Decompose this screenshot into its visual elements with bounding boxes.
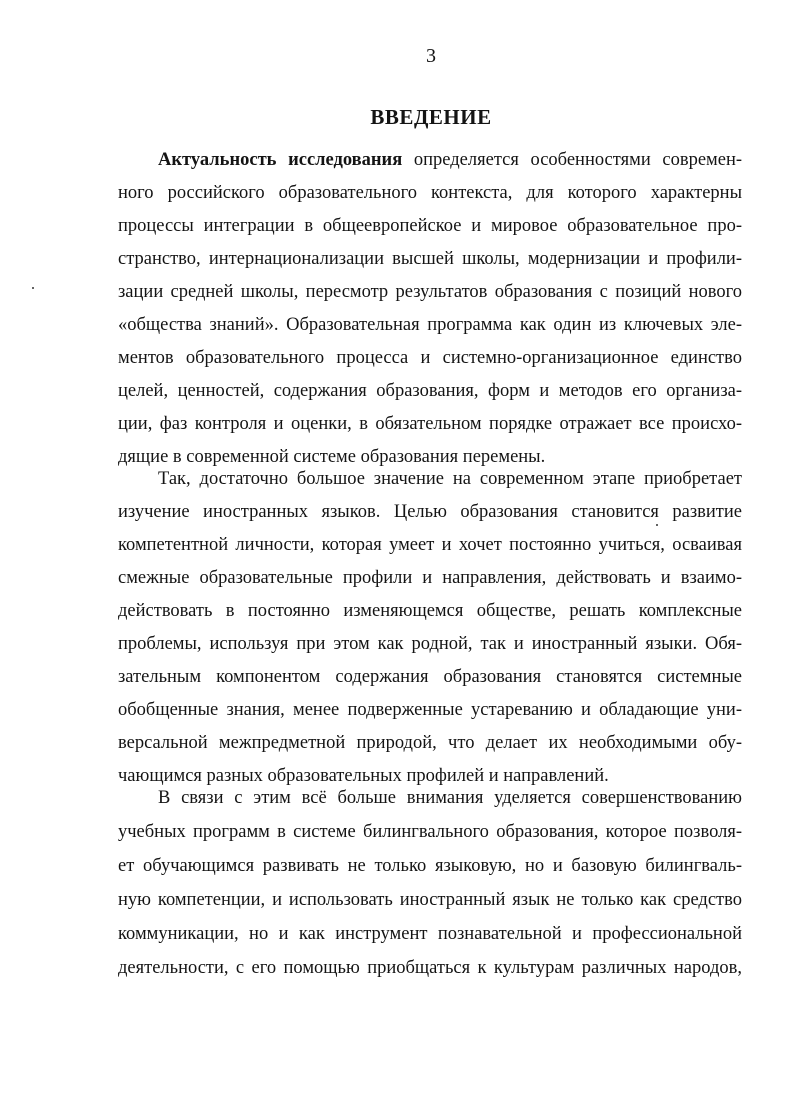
paragraph-2-line: чающимся разных образовательных профилей и направлений. xyxy=(118,766,609,786)
paragraph-2-line: обобщенные знания, менее подверженные устареванию и обладающие уни- xyxy=(118,700,742,720)
paragraph-1-line: дящие в современной системе образования перемены. xyxy=(118,447,546,467)
scan-speck xyxy=(32,287,34,289)
paragraph-2-line: изучение иностранных языков. Целью образования становится развитие xyxy=(118,502,742,522)
paragraph-2-line: компетентной личности, которая умеет и хочет постоянно учиться, осваивая xyxy=(118,535,742,555)
paragraph-1-line: ции, фаз контроля и оценки, в обязательном порядке отражает все происхо- xyxy=(118,414,742,434)
paragraph-1-line: ментов образовательного процесса и системно-организационное единство xyxy=(118,348,742,368)
section-heading: ВВЕДЕНИЕ xyxy=(370,105,492,129)
paragraph-3-line: деятельности, с его помощью приобщаться к культурам различных народов, xyxy=(118,958,742,978)
paragraph-2-line: зательным компонентом содержания образования становятся системные xyxy=(118,667,742,687)
paragraph-3-line: коммуникации, но и как инструмент познавательной и профессиональной xyxy=(118,924,742,944)
paragraph-2-line: Так, достаточно большое значение на современном этапе приобретает xyxy=(158,469,742,489)
lead-term: Актуальность исследования xyxy=(158,150,403,170)
paragraph-2-line: проблемы, используя при этом как родной, так и иностранный языки. Обя- xyxy=(118,634,742,654)
paragraph-2-line: действовать в постоянно изменяющемся обществе, решать комплексные xyxy=(118,601,742,621)
page-number: 3 xyxy=(426,45,436,67)
paragraph-2-line: версальной межпредметной природой, что делает их необходимыми обу- xyxy=(118,733,742,753)
paragraph-3-line: ет обучающимся развивать не только языковую, но и базовую билингваль- xyxy=(118,856,742,876)
paragraph-1-line: «общества знаний». Образовательная программа как один из ключевых эле- xyxy=(118,315,742,335)
paragraph-1-line-1-rest: определяется особенностями современ- xyxy=(402,150,743,170)
paragraph-1-line: процессы интеграции в общеевропейское и мировое образовательное про- xyxy=(118,216,742,236)
paragraph-3-line: учебных программ в системе билингвального образования, которое позволя- xyxy=(118,822,742,842)
paragraph-1-line: ного российского образовательного контекста, для которого характерны xyxy=(118,183,742,203)
paragraph-2-line: смежные образовательные профили и направления, действовать и взаимо- xyxy=(118,568,742,588)
scan-speck xyxy=(656,524,658,526)
paragraph-1-line: странство, интернационализации высшей школы, модернизации и профили- xyxy=(118,249,742,269)
paragraph-1-line-1 xyxy=(158,144,742,177)
paragraph-1-line: целей, ценностей, содержания образования, форм и методов его организа- xyxy=(118,381,742,401)
paragraph-1-line: зации средней школы, пересмотр результатов образования с позиций нового xyxy=(118,282,742,302)
paragraph-3-line: В связи с этим всё больше внимания уделяется совершенствованию xyxy=(158,788,742,808)
paragraph-3-line: ную компетенции, и использовать иностранный язык не только как средство xyxy=(118,890,742,910)
